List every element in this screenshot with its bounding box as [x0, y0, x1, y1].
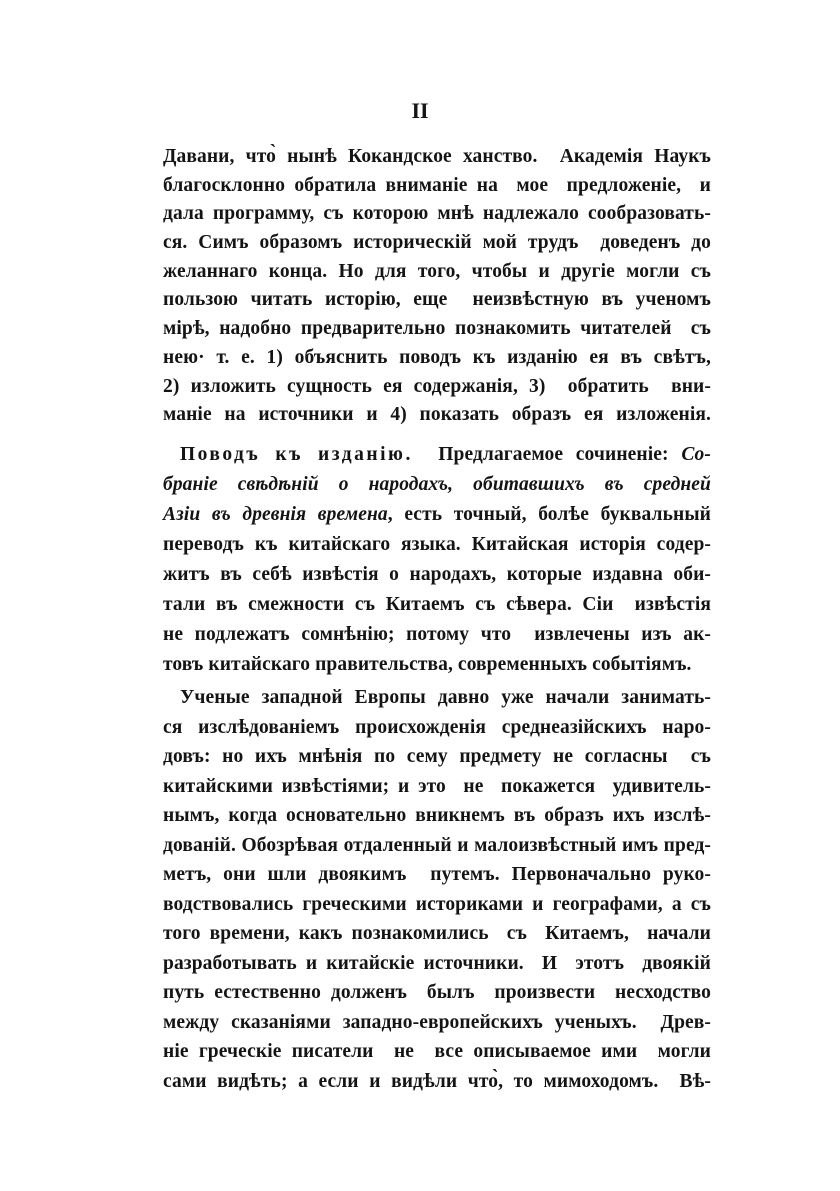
spaced-heading-text: Поводъ къ изданію. [180, 444, 413, 465]
text-segment: 2) изложить сущность ея содержанія, 3) обратить вни- [163, 375, 711, 397]
text-line [163, 620, 711, 650]
text-line [163, 919, 711, 949]
text-line [163, 401, 711, 430]
text-segment: нымъ, когда основательно вникнемъ въ образъ ихъ изслѣ- [163, 805, 711, 826]
text-line [163, 530, 711, 560]
page-number: II [411, 98, 429, 123]
text-line [163, 650, 711, 680]
text-segment: метъ, они шли двоякимъ путемъ. Первоначально руко- [163, 864, 711, 885]
text-segment: путь естественно долженъ былъ произвести несходство [163, 982, 711, 1003]
text-line [163, 143, 711, 172]
text-segment: Давани, что̀ нынѣ Кокандское ханство. Академія Наукъ [163, 146, 711, 167]
text-segment: , есть точный, болѣе буквальный [387, 504, 711, 525]
text-line [163, 315, 711, 344]
italic-text: Азіи въ древнія времена [163, 504, 388, 525]
text-segment: сами видѣть; а если и видѣли что̀, то мимоходомъ. Вѣ- [163, 1070, 711, 1092]
text-segment: не подлежатъ сомнѣнію; потому что извлечены изъ ак- [163, 624, 711, 645]
text-segment: довъ: но ихъ мнѣнія по сему предмету не согласны съ [163, 746, 711, 767]
text-segment: пользою читать исторію, еще неизвѣстную въ ученомъ [163, 289, 711, 311]
text-line [163, 440, 711, 470]
italic-text: браніе свѣдѣній о народахъ, обитавшихъ въ средней [163, 474, 711, 495]
text-segment: между сказаніями западно-европейскихъ ученыхъ. Древ- [163, 1011, 711, 1033]
italic-text: Со- [681, 444, 711, 465]
text-segment: Предлагаемое сочиненіе: [412, 444, 682, 465]
text-line [163, 831, 711, 861]
text-line [163, 683, 711, 713]
text-segment: китайскими извѣстіями; и это не покажется удивитель- [163, 775, 711, 797]
text-line [163, 1037, 711, 1067]
text-segment: дованій. Обозрѣвая отдаленный и малоизвѣстный имъ пред- [163, 834, 711, 856]
text-line [163, 1067, 711, 1097]
text-line [163, 978, 711, 1008]
text-line [163, 742, 711, 772]
text-line [163, 258, 711, 287]
text-line [163, 470, 711, 500]
paragraph-3 [163, 683, 711, 1096]
text-segment: маніе на источники и 4) показать образъ ея изложенія. [163, 404, 711, 426]
text-line [163, 772, 711, 802]
text-segment: благосклонно обратила вниманіе на мое предложеніе, и [163, 174, 711, 196]
text-line [163, 172, 711, 201]
text-line [163, 560, 711, 590]
text-line [163, 229, 711, 258]
text-segment: ніе греческіе писатели не все описываемое ими могли [163, 1041, 711, 1062]
text-segment: дала программу, съ которою мнѣ надлежало сообразовать- [163, 203, 711, 225]
text-line [163, 860, 711, 890]
text-segment: желаннаго конца. Но для того, чтобы и другіе могли съ [163, 260, 711, 282]
text-segment: того времени, какъ познакомились съ Китаемъ, начали [163, 923, 711, 944]
paragraph-2 [163, 440, 711, 680]
text-line [163, 373, 711, 402]
text-segment: товъ китайскаго правительства, современныхъ событіямъ. [163, 654, 692, 675]
text-segment: разработывать и китайскіе источники. И этотъ двоякій [163, 952, 711, 974]
text-segment: водствовались греческими историками и географами, а съ [163, 893, 711, 915]
text-line [163, 801, 711, 831]
paragraph-1 [163, 143, 711, 430]
text-segment: мірѣ, надобно предварительно познакомить читателей съ [163, 318, 711, 340]
text-line [163, 713, 711, 743]
text-line [163, 500, 711, 530]
text-line [163, 1008, 711, 1038]
text-segment: ся. Симъ образомъ историческій мой трудъ доведенъ до [163, 232, 711, 254]
text-segment: нею· т. е. 1) объяснить поводъ къ изданію ея въ свѣтъ, [163, 346, 711, 368]
text-line [163, 286, 711, 315]
text-segment: тали въ смежности съ Китаемъ съ сѣвера. Сіи извѣстія [163, 594, 711, 615]
text-segment: Ученые западной Европы давно уже начали занимать- [180, 687, 711, 708]
text-line [163, 200, 711, 229]
text-line [163, 949, 711, 979]
text-line [163, 890, 711, 920]
text-line [163, 344, 711, 373]
text-segment: переводъ къ китайскаго языка. Китайская исторія содер- [163, 534, 711, 555]
text-line [163, 590, 711, 620]
text-segment: ся изслѣдованіемъ происхожденія среднеазійскихъ наро- [163, 716, 711, 738]
text-segment: житъ въ себѣ извѣстія о народахъ, которые издавна оби- [163, 564, 711, 585]
